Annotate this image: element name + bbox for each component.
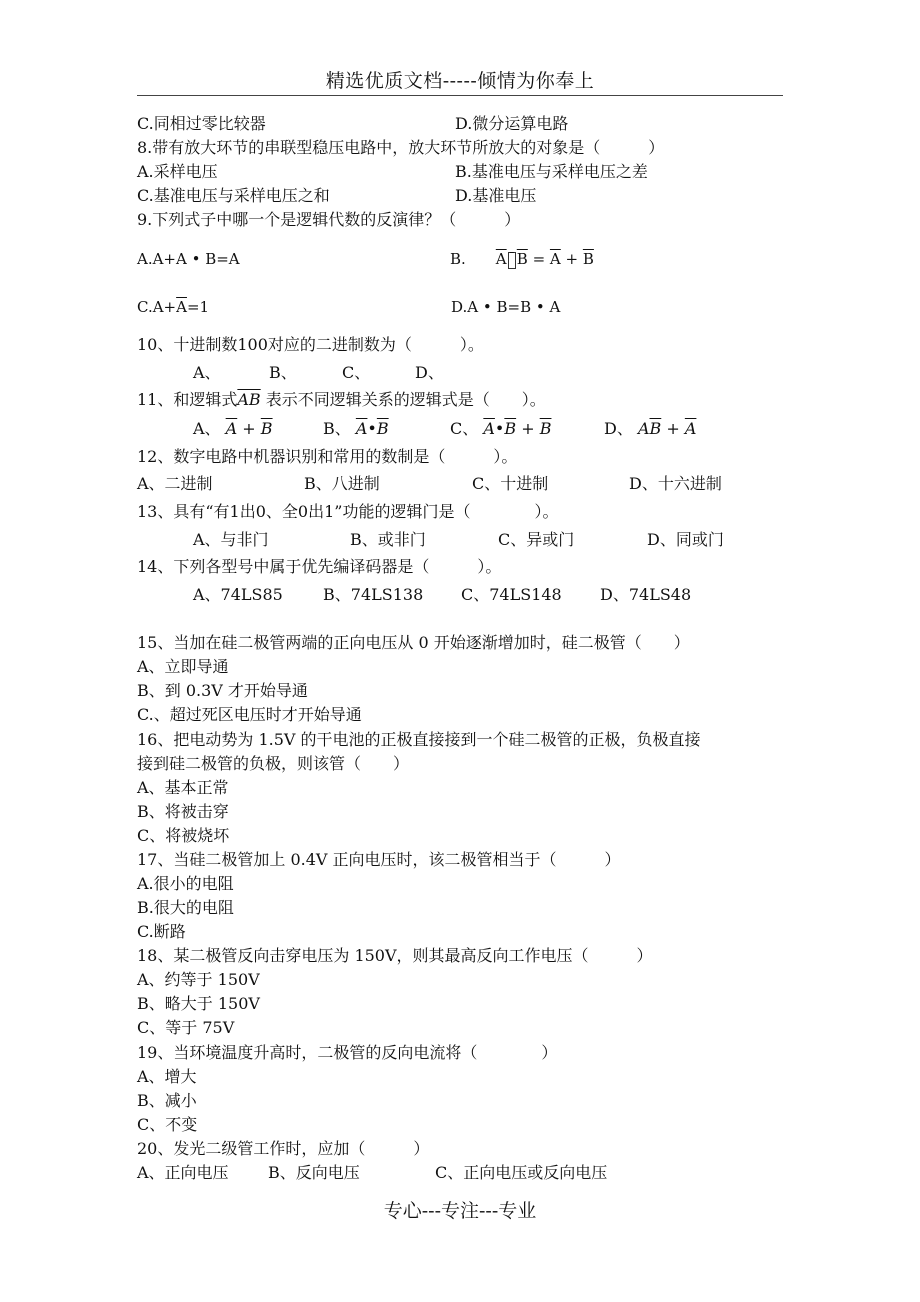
q11-option-a-label: A、 <box>193 419 221 438</box>
q10-option-c: C、 <box>342 363 371 382</box>
q9-option-c-suffix: =1 <box>186 298 210 316</box>
q16-option-b: B、将被击穿 <box>137 802 229 821</box>
q20-option-a: A、正向电压 <box>137 1163 229 1182</box>
q20-stem: 20、发光二级管工作时，应加（ ） <box>137 1139 430 1158</box>
q18-stem: 18、某二极管反向击穿电压为 150V，则其最高反向工作电压（ ） <box>137 946 653 965</box>
q15-stem: 15、当加在硅二极管两端的正向电压从 0 开始逐渐增加时，硅二极管（ ） <box>137 633 690 652</box>
q12-option-c: C、十进制 <box>472 474 549 493</box>
q8-option-d: D.基准电压 <box>455 186 537 205</box>
q7-option-c: C.同相过零比较器 <box>137 114 266 133</box>
q17-option-b: B.很大的电阻 <box>137 898 234 917</box>
q19-option-a: A、增大 <box>137 1067 197 1086</box>
q13-option-c: C、异或门 <box>498 530 575 549</box>
q15-option-a: A、立即导通 <box>137 657 229 676</box>
q11-option-a-formula: $\overline{A} + \overline{B}$ <box>225 419 273 438</box>
q10-option-b: B、 <box>269 363 297 382</box>
q9-stem: 9.下列式子中哪一个是逻辑代数的反演律？（ ） <box>137 210 521 229</box>
q12-option-d: D、十六进制 <box>629 474 722 493</box>
q11-option-b <box>323 419 389 439</box>
q11-expression: $\overline{AB}$ <box>237 390 261 409</box>
q9-option-d: D.A • B=B • A <box>451 298 561 316</box>
q18-option-c: C、等于 75V <box>137 1018 235 1037</box>
q8-stem: 8.带有放大环节的串联型稳压电路中，放大环节所放大的对象是（ ） <box>137 138 665 157</box>
q20-option-b: B、反向电压 <box>268 1163 360 1182</box>
q12-option-b: B、八进制 <box>304 474 380 493</box>
q17-option-a: A.很小的电阻 <box>137 874 234 893</box>
q18-option-b: B、略大于 150V <box>137 994 260 1013</box>
not-a-symbol: $\overline{A}$ <box>176 298 187 316</box>
q15-option-b: B、到 0.3V 才开始导通 <box>137 681 308 700</box>
q11-option-a <box>193 419 273 439</box>
q11-option-d-label: D、 <box>604 419 633 438</box>
q16-option-c: C、将被烧坏 <box>137 826 230 845</box>
header-rule <box>137 95 783 96</box>
q13-stem: 13、具有“有1出0、全0出1”功能的逻辑门是（ ）。 <box>137 502 559 521</box>
q11-option-b-label: B、 <box>323 419 351 438</box>
q19-option-c: C、不变 <box>137 1115 198 1134</box>
q9-option-c <box>137 297 209 317</box>
q8-option-a: A.采样电压 <box>137 162 218 181</box>
q7-option-d: D.微分运算电路 <box>455 114 569 133</box>
demorgan-formula: A $B = \overline{A} + \overline{B}$ <box>495 250 594 268</box>
q9-option-b-label: B. <box>450 250 466 268</box>
q11-option-c-label: C、 <box>450 419 479 438</box>
q12-option-a: A、二进制 <box>137 474 213 493</box>
q19-option-b: B、减小 <box>137 1091 197 1110</box>
q16-stem-line1: 16、把电动势为 1.5V 的干电池的正极直接接到一个硅二极管的正极，负极直接 <box>137 730 701 749</box>
q10-option-d: D、 <box>415 363 444 382</box>
q17-stem: 17、当硅二极管加上 0.4V 正向电压时，该二极管相当于（ ） <box>137 850 621 869</box>
q14-option-d: D、74LS48 <box>600 585 692 604</box>
q9-option-b <box>450 249 594 271</box>
q14-option-a: A、74LS85 <box>193 585 283 604</box>
q13-option-d: D、同或门 <box>647 530 724 549</box>
q14-stem: 14、下列各型号中属于优先编译码器是（ ）。 <box>137 557 502 576</box>
q12-stem: 12、数字电路中机器识别和常用的数制是（ ）。 <box>137 447 518 466</box>
q16-option-a: A、基本正常 <box>137 778 229 797</box>
q15-option-c: C.、超过死区电压时才开始导通 <box>137 705 362 724</box>
q19-stem: 19、当环境温度升高时，二极管的反向电流将（ ） <box>137 1043 558 1062</box>
q11-option-d <box>604 419 696 439</box>
q11-option-d-formula: $A\overline{B} + \overline{A}$ <box>637 419 697 438</box>
page-header: 精选优质文档-----倾情为你奉上 <box>325 70 595 92</box>
q8-option-c: C.基准电压与采样电压之和 <box>137 186 330 205</box>
q16-stem-line2: 接到硅二极管的负极，则该管（ ） <box>137 754 410 773</box>
q11-stem <box>137 390 546 410</box>
q8-option-b: B.基准电压与采样电压之差 <box>455 162 648 181</box>
q11-stem-suffix: 表示不同逻辑关系的逻辑式是（ ）。 <box>265 390 546 409</box>
q13-option-b: B、或非门 <box>350 530 426 549</box>
q11-option-c <box>450 419 551 439</box>
q11-option-c-formula: $\overline{A}•\overline{B} + \overline{B}$ <box>483 419 552 438</box>
q11-option-b-formula: $\overline{A}•\overline{B}$ <box>355 419 389 438</box>
q13-option-a: A、与非门 <box>193 530 269 549</box>
q10-stem: 10、十进制数100对应的二进制数为（ ）。 <box>137 335 484 354</box>
q11-stem-prefix: 11、和逻辑式 <box>137 390 238 409</box>
page-footer: 专心---专注---专业 <box>383 1200 537 1222</box>
q9-option-a: A.A+A • B=A <box>137 250 240 268</box>
q17-option-c: C.断路 <box>137 922 186 941</box>
q18-option-a: A、约等于 150V <box>137 970 260 989</box>
q14-option-c: C、74LS148 <box>461 585 562 604</box>
q14-option-b: B、74LS138 <box>323 585 424 604</box>
q9-option-c-prefix: C.A+ <box>137 298 177 316</box>
q10-option-a: A、 <box>193 363 221 382</box>
q20-option-c: C、正向电压或反向电压 <box>435 1163 608 1182</box>
